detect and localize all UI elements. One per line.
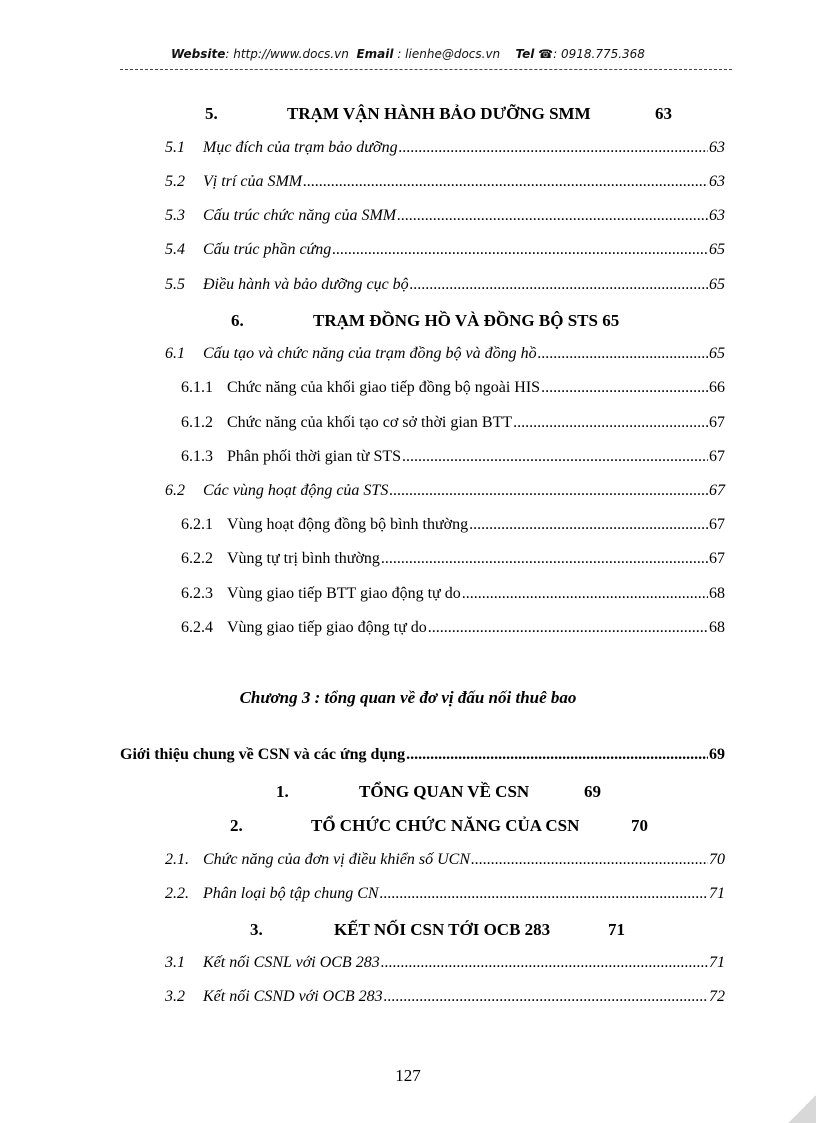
leader-dots: [384, 988, 708, 1006]
entry-number: 6.2.3: [181, 585, 213, 602]
section-title: TỔ CHỨC CHỨC NĂNG CỦA CSN: [311, 816, 580, 835]
leader-dots: [541, 379, 708, 397]
toc-entry: [165, 241, 725, 259]
entry-page: 67: [709, 448, 725, 465]
entry-title: Phân loại bộ tập chung CN: [203, 885, 379, 902]
leader-dots: [332, 241, 708, 259]
entry-title: Kết nối CSNL với OCB 283: [203, 954, 380, 971]
entry-number: 6.2.4: [181, 619, 213, 636]
section-number: 5.: [205, 104, 218, 123]
toc-entry: [181, 550, 725, 568]
section-title: TRẠM ĐỒNG HỒ VÀ ĐỒNG BỘ STS 65: [313, 311, 620, 330]
leader-dots: [538, 345, 708, 363]
entry-page: 63: [709, 207, 725, 224]
toc-section: [0, 311, 816, 337]
entry-number: 6.1.2: [181, 414, 213, 431]
entry-number: 6.1.3: [181, 448, 213, 465]
email-value: : lienhe@docs.vn: [397, 47, 501, 61]
entry-page: 67: [709, 482, 725, 499]
section-page: 70: [631, 816, 648, 835]
entry-number: 5.3: [165, 207, 185, 224]
entry-number: 6.1: [165, 345, 185, 362]
leader-dots: [381, 550, 708, 568]
leader-dots: [303, 173, 708, 191]
leader-dots: [399, 139, 708, 157]
entry-page: 70: [709, 851, 725, 868]
toc-entry: [165, 345, 725, 363]
page-number: 127: [395, 1066, 421, 1085]
entry-title: Phân phối thời gian từ STS: [227, 448, 402, 465]
section-title: TỔNG QUAN VỀ CSN: [359, 782, 530, 801]
section-page: 69: [584, 782, 601, 801]
entry-title: Vùng tự trị bình thường: [227, 550, 380, 567]
entry-title: Điều hành và bảo dưỡng cục bộ: [203, 276, 409, 293]
toc-entry: [165, 954, 725, 972]
toc-entry: [165, 988, 725, 1006]
toc-entry: [181, 379, 725, 397]
entry-page: 67: [709, 414, 725, 431]
entry-title: Cấu trúc chức năng của SMM: [203, 207, 397, 224]
leader-dots: [402, 448, 708, 466]
section-page: 63: [655, 104, 672, 123]
page-header: [0, 47, 816, 61]
toc-entry: [181, 448, 725, 466]
entry-page: 72: [709, 988, 725, 1005]
toc-entry: [165, 851, 725, 869]
website-value: : http://www.docs.vn: [225, 47, 349, 61]
entry-page: 63: [709, 173, 725, 190]
leader-dots: [462, 585, 708, 603]
entry-title: Giới thiệu chung về CSN và các ứng dụng: [120, 746, 406, 763]
entry-title: Cấu tạo và chức năng của trạm đồng bộ và đồng hồ: [203, 345, 537, 362]
entry-page: 66: [709, 379, 725, 396]
entry-page: 65: [709, 345, 725, 362]
toc-entry: [165, 207, 725, 225]
website-label: Website: [171, 47, 226, 61]
section-number: 2.: [230, 816, 243, 835]
toc-entry: [165, 173, 725, 191]
entry-number: 5.2: [165, 173, 185, 190]
entry-title: Chức năng của khối giao tiếp đồng bộ ngoài HIS: [227, 379, 541, 396]
entry-number: 2.1.: [165, 851, 189, 868]
toc-entry: [181, 516, 725, 534]
entry-page: 65: [709, 276, 725, 293]
entry-title: Vị trí của SMM: [203, 173, 303, 190]
toc-entry: [165, 139, 725, 157]
entry-page: 65: [709, 241, 725, 258]
entry-number: 6.2.2: [181, 550, 213, 567]
entry-page: 69: [709, 746, 725, 763]
leader-dots: [380, 885, 708, 903]
leader-dots: [428, 619, 708, 637]
entry-number: 5.5: [165, 276, 185, 293]
entry-title: Chức năng của đơn vị điều khiển số UCN: [203, 851, 471, 868]
entry-title: Kết nối CSND với OCB 283: [203, 988, 383, 1005]
toc-entry: [165, 482, 725, 500]
section-number: 3.: [250, 920, 263, 939]
entry-number: 5.1: [165, 139, 185, 156]
leader-dots: [389, 482, 708, 500]
entry-title: Cấu trúc phần cứng: [203, 241, 332, 258]
leader-dots: [406, 746, 708, 764]
chapter-heading: Chương 3 : tổng quan về đơ vị đấu nối thuê bao: [239, 688, 577, 707]
section-title: TRẠM VẬN HÀNH BẢO DƯỠNG SMM: [287, 104, 591, 123]
toc-entry: [181, 414, 725, 432]
tel-label: Tel: [515, 47, 535, 61]
entry-title: Vùng hoạt động đồng bộ bình thường: [227, 516, 469, 533]
section-page: 71: [608, 920, 625, 939]
entry-number: 6.1.1: [181, 379, 213, 396]
entry-number: 3.2: [165, 988, 185, 1005]
entry-number: 3.1: [165, 954, 185, 971]
toc-entry: [165, 885, 725, 903]
entry-page: 68: [709, 585, 725, 602]
toc-entry: [181, 619, 725, 637]
leader-dots: [397, 207, 708, 225]
entry-page: 67: [709, 550, 725, 567]
entry-number: 2.2.: [165, 885, 189, 902]
email-label: Email: [356, 47, 394, 61]
section-title: KẾT NỐI CSN TỚI OCB 283: [334, 920, 551, 939]
section-number: 6.: [231, 311, 244, 330]
tel-value: : 0918.775.368: [553, 47, 645, 61]
entry-page: 71: [709, 885, 725, 902]
toc-entry: [120, 746, 725, 764]
entry-page: 68: [709, 619, 725, 636]
entry-title: Vùng giao tiếp BTT giao động tự do: [227, 585, 461, 602]
entry-page: 71: [709, 954, 725, 971]
toc-section: [0, 782, 816, 808]
toc-entry: [165, 276, 725, 294]
toc-section: [0, 920, 816, 946]
page-curl-corner: [788, 1095, 816, 1123]
section-number: 1.: [276, 782, 289, 801]
entry-number: 6.2.1: [181, 516, 213, 533]
entry-page: 67: [709, 516, 725, 533]
leader-dots: [471, 851, 708, 869]
leader-dots: [410, 276, 708, 294]
phone-icon: ☎: [538, 47, 554, 61]
entry-number: 6.2: [165, 482, 185, 499]
toc-section: [0, 104, 816, 130]
header-divider: [120, 69, 732, 70]
leader-dots: [469, 516, 708, 534]
entry-title: Mục đích của trạm bảo dưỡng: [203, 139, 398, 156]
entry-page: 63: [709, 139, 725, 156]
leader-dots: [381, 954, 708, 972]
toc-entry: [181, 585, 725, 603]
entry-number: 5.4: [165, 241, 185, 258]
toc-section: [0, 816, 816, 842]
entry-title: Chức năng của khối tạo cơ sở thời gian BTT: [227, 414, 513, 431]
entry-title: Vùng giao tiếp giao động tự do: [227, 619, 427, 636]
entry-title: Các vùng hoạt động của STS: [203, 482, 389, 499]
leader-dots: [513, 414, 708, 432]
